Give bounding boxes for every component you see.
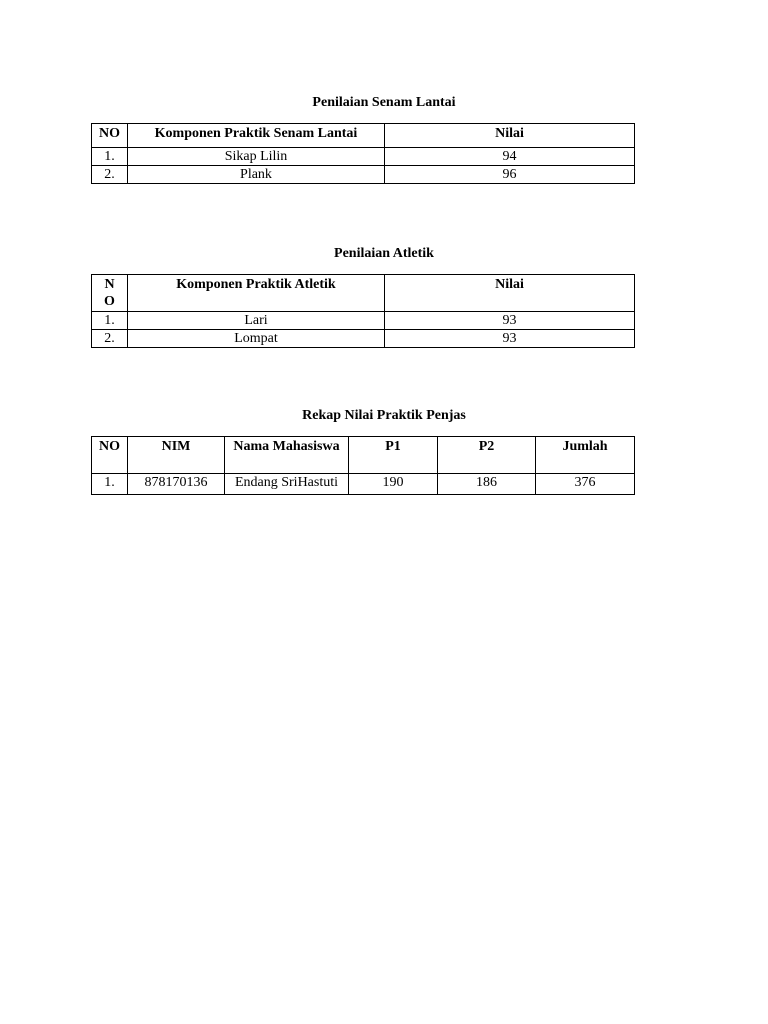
- senam-header-no: NO: [92, 124, 128, 148]
- senam-cell-no: 1.: [92, 148, 128, 166]
- atletik-header-row: [92, 275, 635, 312]
- rekap-cell-p2: 186: [438, 474, 536, 495]
- atletik-header-nilai: Nilai: [385, 275, 635, 312]
- rekap-cell-p1: 190: [349, 474, 438, 495]
- atletik-cell-no: 2.: [92, 330, 128, 348]
- rekap-header-p2: P2: [438, 437, 536, 474]
- rekap-cell-jumlah: 376: [536, 474, 635, 495]
- atletik-header-no: NO: [92, 275, 128, 312]
- senam-cell-nilai: 94: [385, 148, 635, 166]
- table-row: [92, 330, 635, 348]
- senam-header-komponen: Komponen Praktik Senam Lantai: [128, 124, 385, 148]
- atletik-title: Penilaian Atletik: [334, 246, 434, 261]
- rekap-header-nim: NIM: [128, 437, 225, 474]
- rekap-header-p1: P1: [349, 437, 438, 474]
- rekap-cell-nim: 878170136: [128, 474, 225, 495]
- rekap-header-jumlah: Jumlah: [536, 437, 635, 474]
- atletik-cell-komponen: Lari: [128, 312, 385, 330]
- senam-header-row: [92, 124, 635, 148]
- atletik-cell-nilai: 93: [385, 312, 635, 330]
- rekap-header-row: [92, 437, 635, 474]
- rekap-cell-no: 1.: [92, 474, 128, 495]
- table-row: [92, 148, 635, 166]
- senam-header-nilai: Nilai: [385, 124, 635, 148]
- senam-cell-nilai: 96: [385, 166, 635, 184]
- senam-table: [91, 123, 635, 184]
- table-row: [92, 312, 635, 330]
- senam-cell-no: 2.: [92, 166, 128, 184]
- rekap-header-no: NO: [92, 437, 128, 474]
- senam-title: Penilaian Senam Lantai: [312, 95, 456, 110]
- rekap-title: Rekap Nilai Praktik Penjas: [302, 408, 466, 423]
- atletik-cell-komponen: Lompat: [128, 330, 385, 348]
- atletik-cell-nilai: 93: [385, 330, 635, 348]
- atletik-cell-no: 1.: [92, 312, 128, 330]
- senam-cell-komponen: Sikap Lilin: [128, 148, 385, 166]
- atletik-header-komponen: Komponen Praktik Atletik: [128, 275, 385, 312]
- table-row: [92, 166, 635, 184]
- senam-cell-komponen: Plank: [128, 166, 385, 184]
- rekap-table: [91, 436, 635, 495]
- atletik-table: [91, 274, 635, 348]
- rekap-cell-nama: Endang SriHastuti: [225, 474, 349, 495]
- rekap-header-nama: Nama Mahasiswa: [225, 437, 349, 474]
- table-row: [92, 474, 635, 495]
